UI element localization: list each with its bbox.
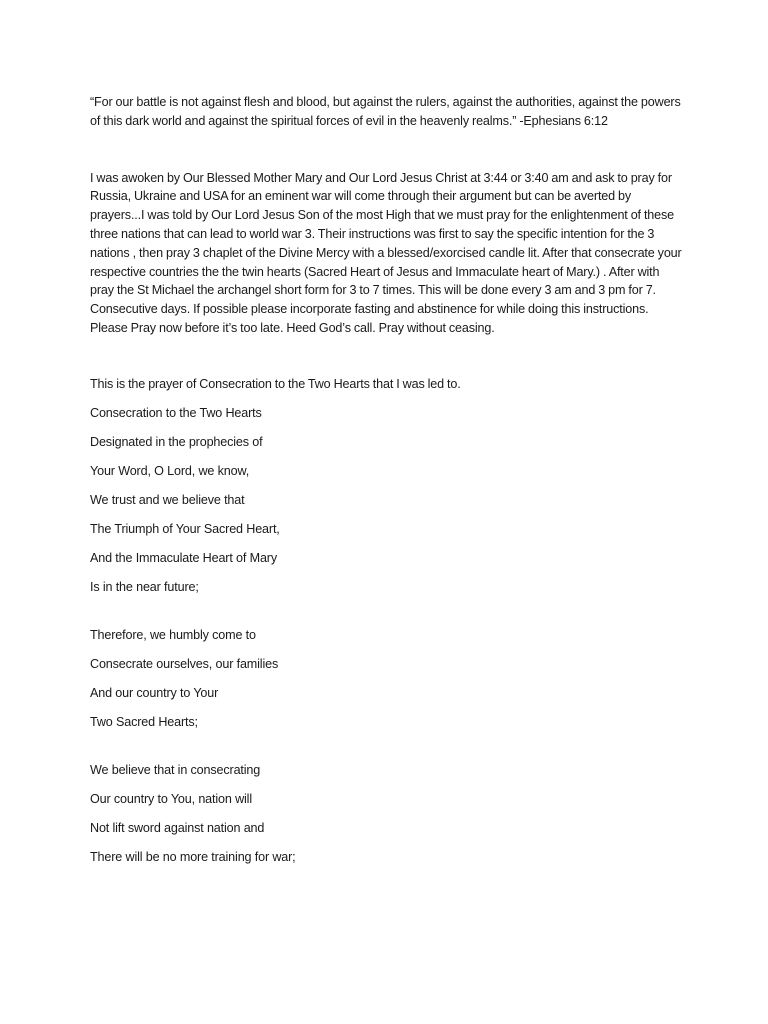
prayer-line: Our country to You, nation will <box>90 792 252 807</box>
prayer-stanza-2 <box>90 626 682 732</box>
prayer-line: Consecration to the Two Hearts <box>90 405 262 420</box>
prayer-line: And our country to Your <box>90 686 219 701</box>
prayer-stanza-1 <box>90 404 682 597</box>
prayer-line: Consecrate ourselves, our families <box>90 657 279 672</box>
prayer-line: Is in the near future; <box>90 580 199 595</box>
prayer-line: Therefore, we humbly come to <box>90 627 256 642</box>
prayer-line: Not lift sword against nation and <box>90 821 265 836</box>
prayer-intro: This is the prayer of Consecration to the Two Hearts that I was led to. <box>90 376 461 391</box>
prayer-line: The Triumph of Your Sacred Heart, <box>90 521 280 536</box>
prayer-line: There will be no more training for war; <box>90 850 296 865</box>
prayer-line: And the Immaculate Heart of Mary <box>90 551 277 566</box>
message-paragraph: I was awoken by Our Blessed Mother Mary and Our Lord Jesus Christ at 3:44 or 3:40 am and ask to pray for Russia, Ukraine and USA for an eminent war will come through their argument but can be averted by prayers...I was told by Our Lord Jesus Son of the most High that we must pray for the enlightenment of these three nations that can lead to world war 3. Their instructions was first to say the specific intention for the 3 nations , then pray 3 chaplet of the Divine Mercy with a blessed/exorcised candle lit. After that consecrate your respective countries the the twin hearts (Sacred Heart of Jesus and Immaculate heart of Mary.) . After with pray the St Michael the archangel short form for 3 to 7 times. This will be done every 3 am and 3 pm for 7. Consecutive days. If possible please incorporate fasting and abstinence for while doing this instructions. Please Pray now before it’s too late. Heed God’s call. Pray without ceasing. <box>90 170 682 335</box>
prayer-line: Two Sacred Hearts; <box>90 715 198 730</box>
prayer-line: We believe that in consecrating <box>90 763 261 777</box>
prayer-stanza-3 <box>90 761 682 867</box>
document-body <box>90 93 682 896</box>
prayer-line: We trust and we believe that <box>90 492 245 507</box>
epigraph-quote: “For our battle is not against flesh and blood, but against the rulers, against the authorities, against the powers of this dark world and against the spiritual forces of evil in the heavenly realms.” -Ephesians 6:12 <box>90 95 681 128</box>
prayer-line: Your Word, O Lord, we know, <box>90 463 250 478</box>
prayer-line: Designated in the prophecies of <box>90 434 263 449</box>
